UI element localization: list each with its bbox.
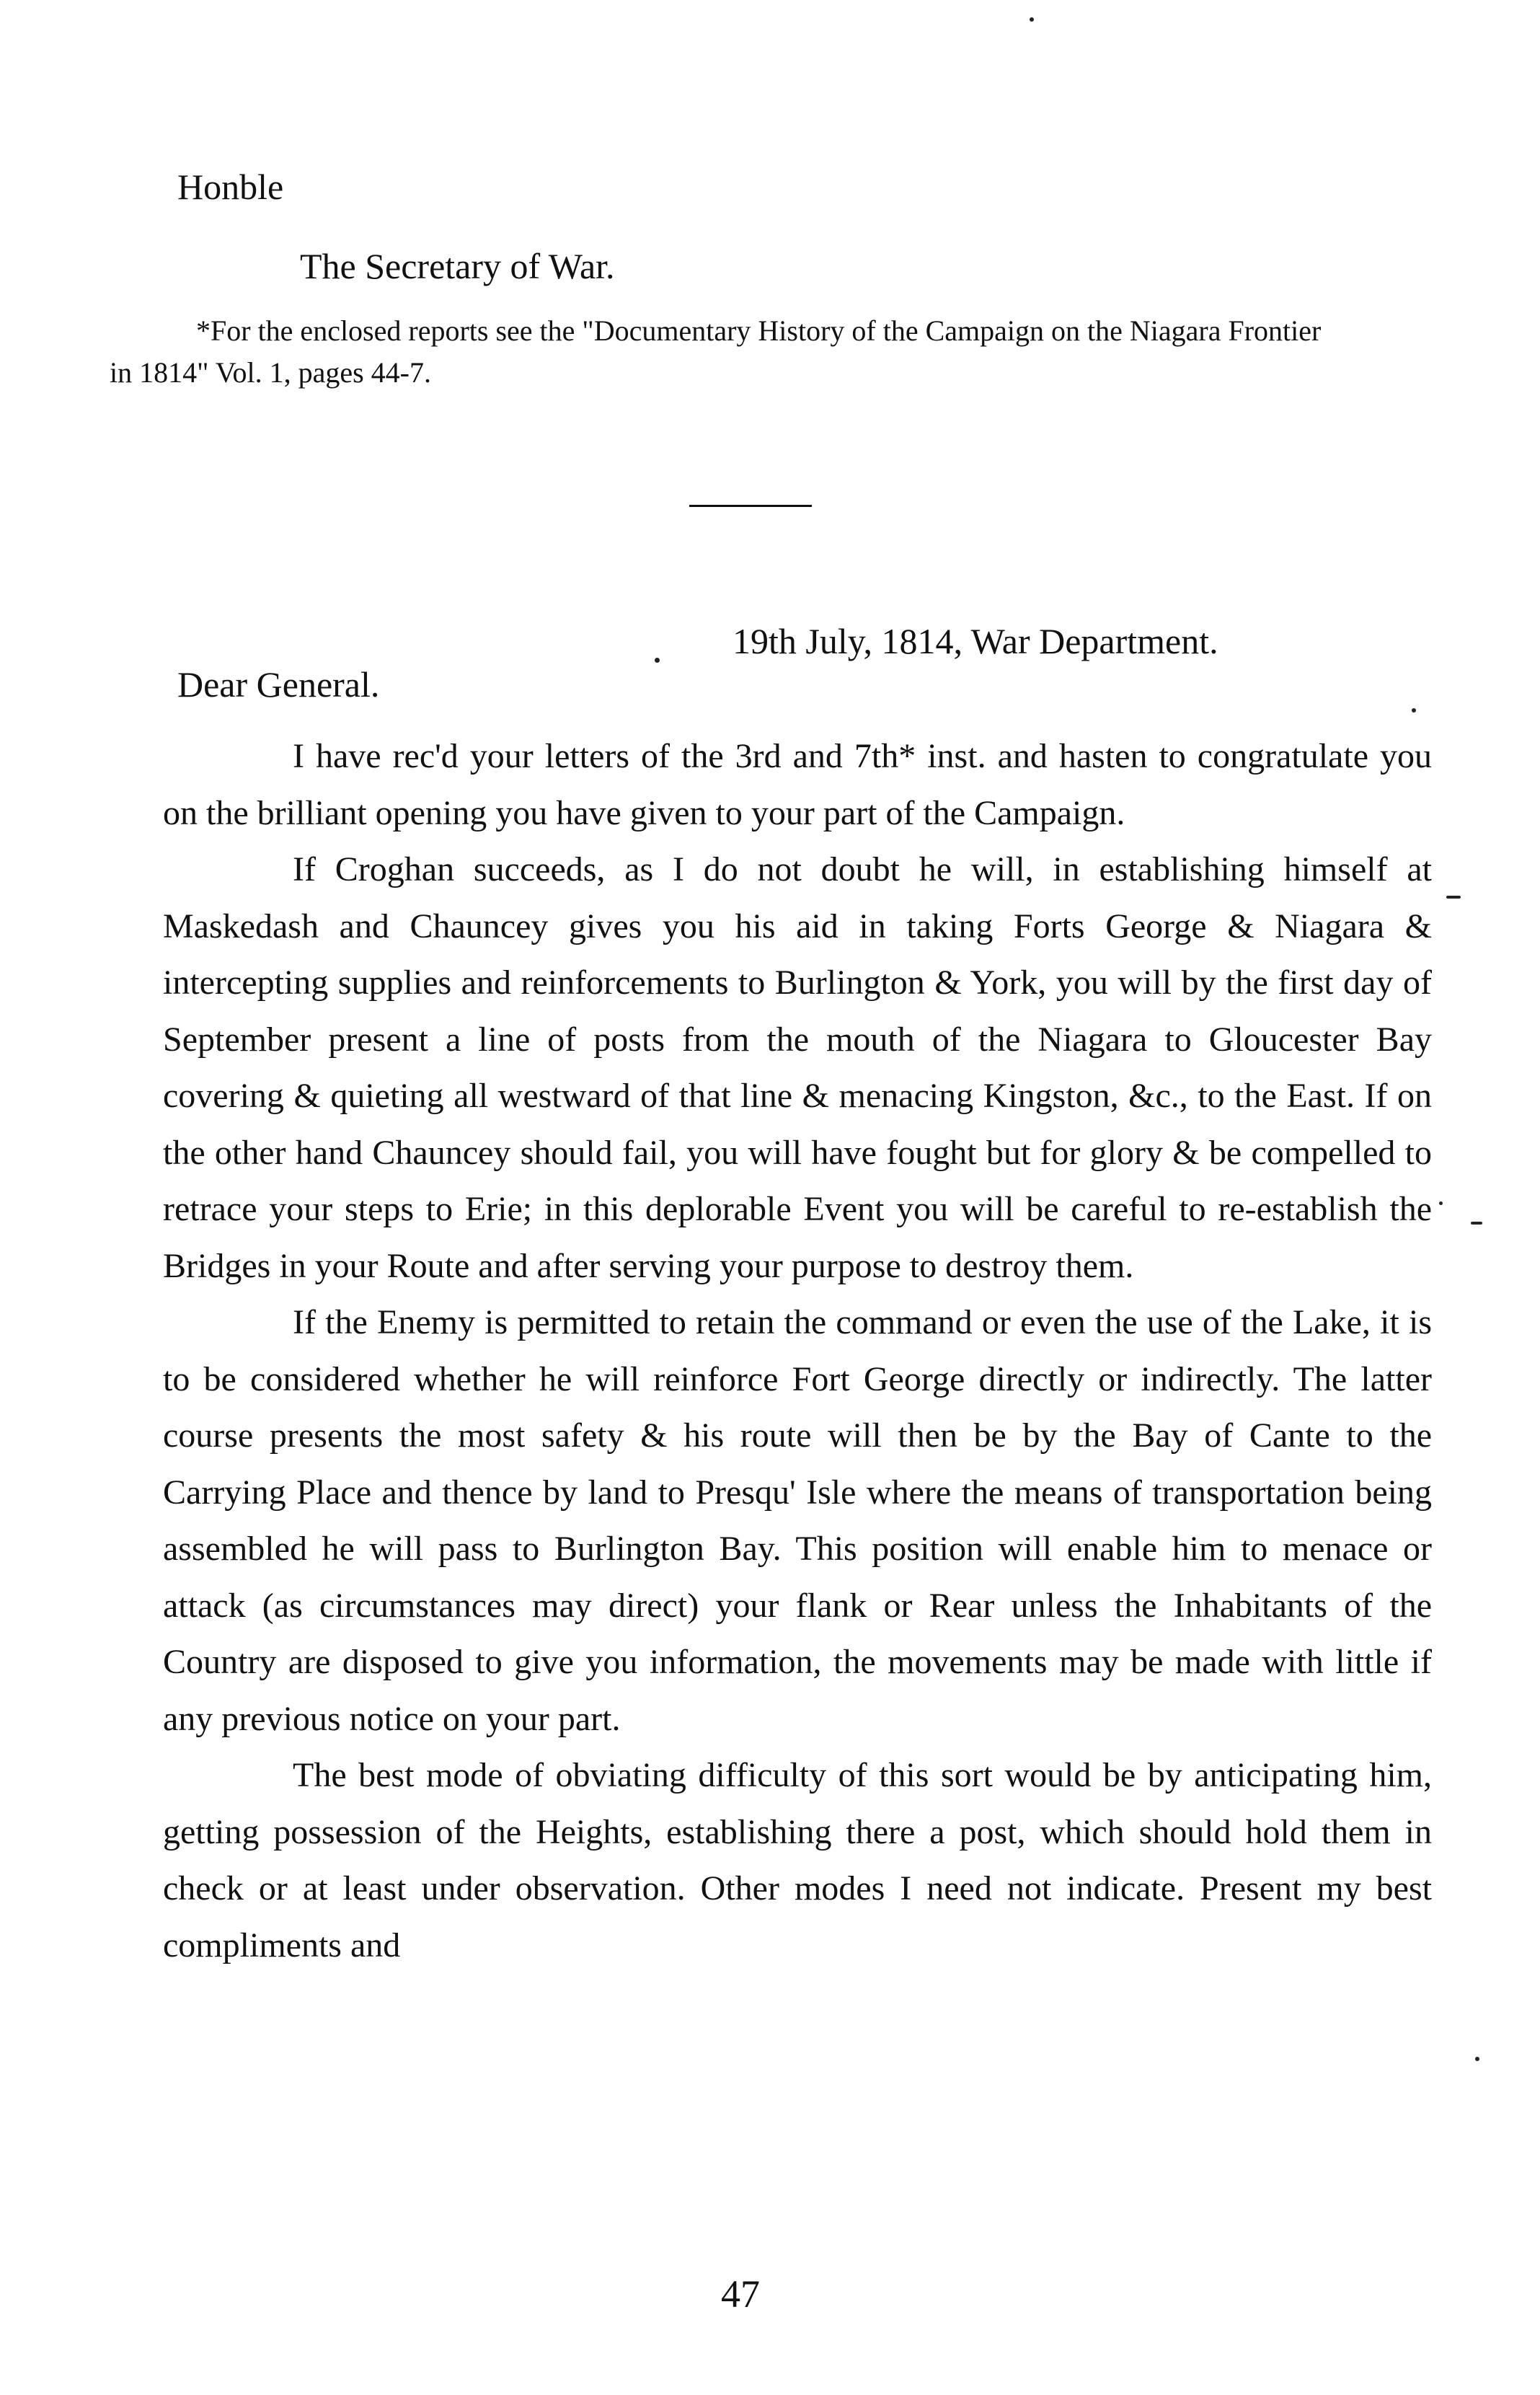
scan-speck <box>1446 896 1461 899</box>
paragraph: The best mode of obviating difficulty of this sort would be by anticipating him, getting possession of the Heights, establishing there a post, which should hold them in check or at least under observation. Other modes I need not indicate. Present my best compliments and <box>163 1756 1432 1964</box>
scan-speck <box>1471 1222 1482 1225</box>
page-number: 47 <box>721 2272 760 2316</box>
scan-speck <box>655 658 660 663</box>
scan-speck <box>1412 708 1416 713</box>
greeting: Dear General. <box>177 664 380 705</box>
footnote: *For the enclosed reports see the "Documentary History of the Campaign on the Niagara Frontier in 1814" Vol. 1, pages 44-7. <box>110 314 1322 389</box>
paragraph: If Croghan succeeds, as I do not doubt he will, in establishing himself at Maskedash and Chauncey gives you his aid in taking Forts George & Niagara & intercepting supplies and reinforcements to Burlington & York, you will by the first day of September present a line of posts from the mouth of the Niagara to Gloucester Bay covering & quieting all westward of that line & menacing Kingston, &c., to the East. If on the other hand Chauncey should fail, you will have fought but for glory & be compelled to retrace your steps to Erie; in this deplorable Event you will be careful to re-establish the Bridges in your Route and after serving your purpose to destroy them. <box>163 850 1432 1285</box>
addressee: The Secretary of War. <box>300 246 615 286</box>
section-divider <box>689 505 812 507</box>
scan-speck <box>1030 17 1034 22</box>
paragraph: If the Enemy is permitted to retain the command or even the use of the Lake, it is to be considered whether he will reinforce Fort George directly or indirectly. The latter course presents the most safety & his route will then be by the Bay of Cante to the Carrying Place and thence by land to Presqu' Isle where the means of transportation being assembled he will pass to Burlington Bay. This position will enable him to menace or attack (as circumstances may direct) your flank or Rear unless the Inhabitants of the Country are disposed to give you information, the movements may be made with little if any previous notice on your part. <box>163 1303 1432 1738</box>
scan-speck <box>1475 2057 1479 2061</box>
letter-body <box>163 728 1432 1974</box>
paragraph: I have rec'd your letters of the 3rd and 7th* inst. and hasten to congratulate you on the brilliant opening you have given to your part of the Campaign. <box>163 737 1432 832</box>
scan-speck <box>1439 1201 1443 1205</box>
dateline: 19th July, 1814, War Department. <box>733 621 1218 661</box>
salutation-honble: Honble <box>177 167 284 207</box>
